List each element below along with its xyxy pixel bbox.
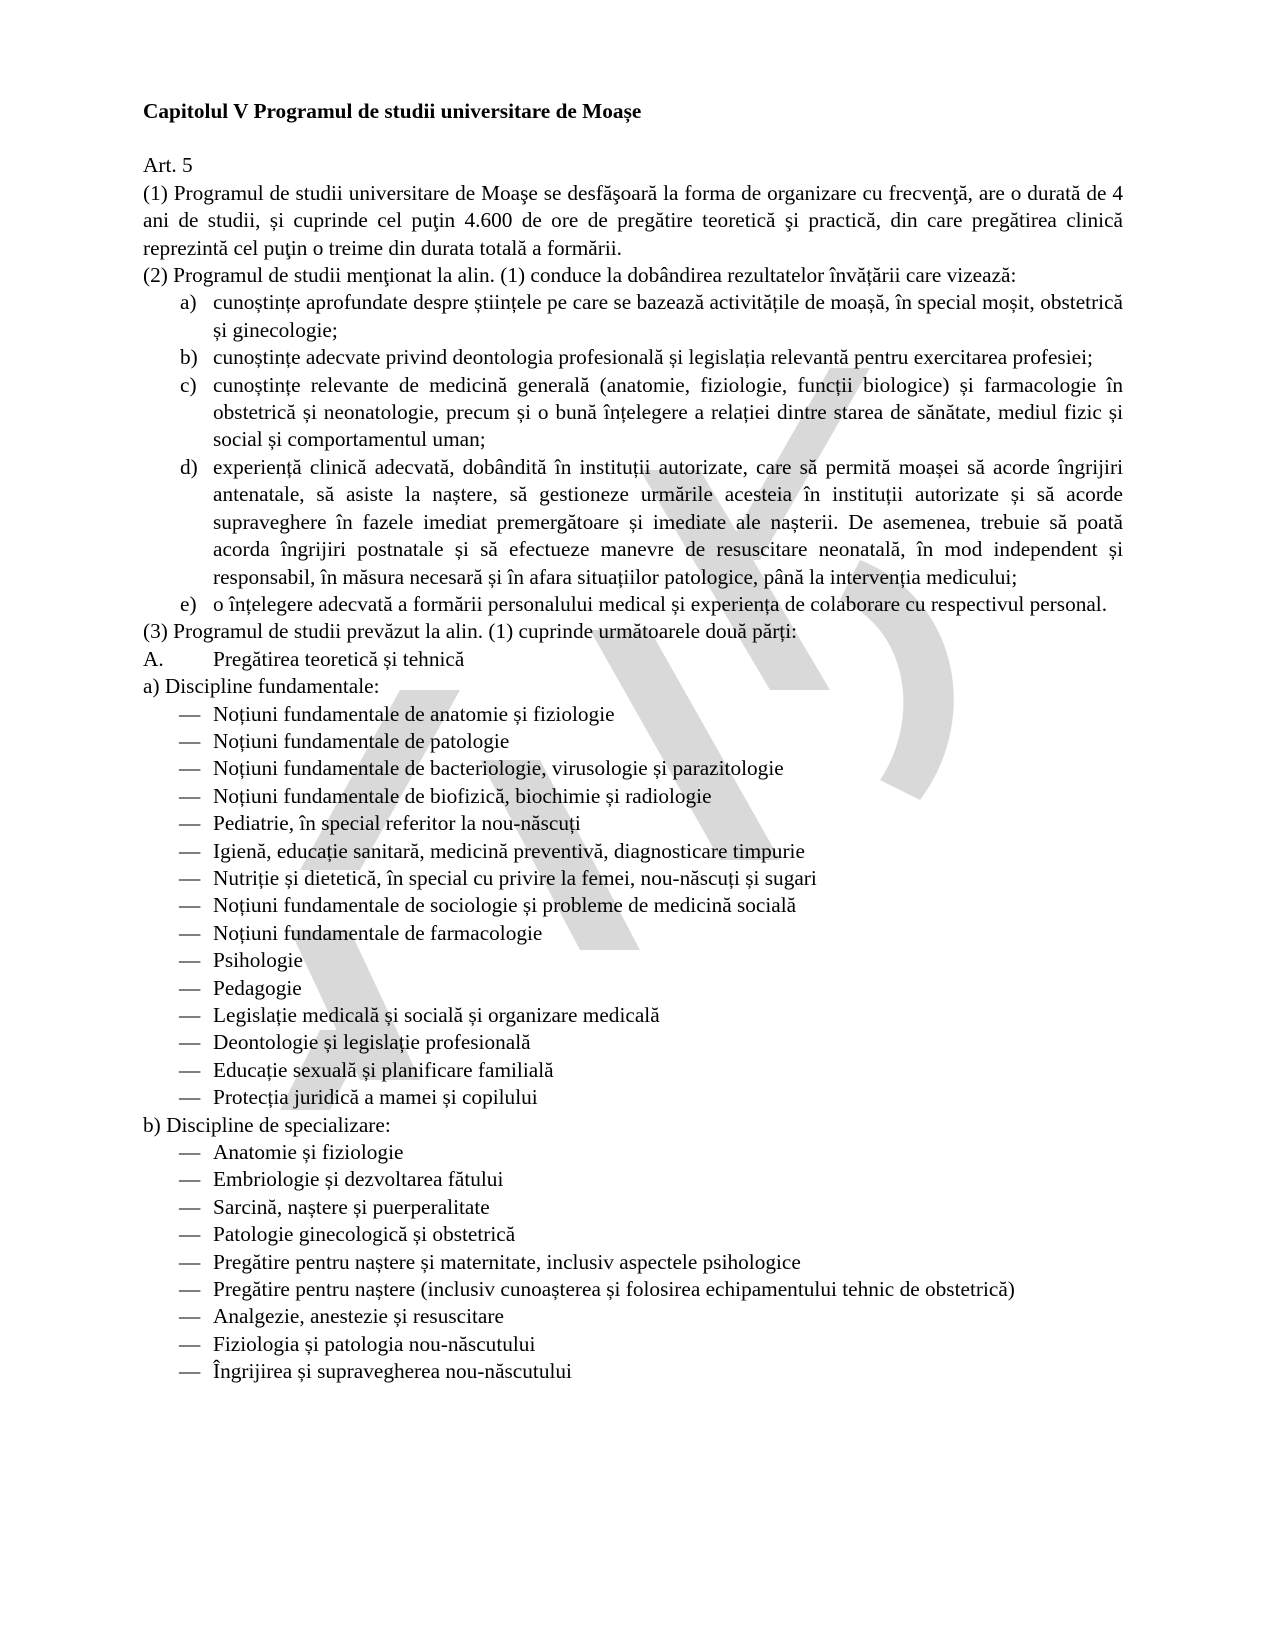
list-item <box>143 783 1123 810</box>
dash-bullet: — <box>179 1140 201 1165</box>
list-item <box>143 810 1123 837</box>
list-item <box>143 892 1123 919</box>
dash-bullet: — <box>179 1249 201 1274</box>
list-item-text: Embriologie și dezvoltarea fătului <box>213 1167 504 1192</box>
list-label: d) <box>180 454 198 479</box>
list-item <box>143 1194 1123 1221</box>
specialization-list <box>143 1139 1123 1386</box>
list-item <box>143 1303 1123 1330</box>
dash-bullet: — <box>179 1030 201 1055</box>
list-item <box>143 728 1123 755</box>
list-item <box>143 1002 1123 1029</box>
list-item-text: Pediatrie, în special referitor la nou-născuți <box>213 811 581 836</box>
dash-bullet: — <box>179 920 201 945</box>
dash-bullet: — <box>179 1359 201 1384</box>
list-item <box>143 454 1123 591</box>
list-item <box>143 344 1123 371</box>
paragraph-2-list <box>143 289 1123 618</box>
list-item-text: Legislație medicală și socială și organizare medicală <box>213 1003 660 1027</box>
list-item <box>143 289 1123 344</box>
list-item-text: Educație sexuală și planificare familială <box>213 1057 554 1082</box>
dash-bullet: — <box>179 783 201 808</box>
dash-bullet: — <box>179 1167 201 1192</box>
dash-bullet: — <box>179 1222 201 1247</box>
list-label: c) <box>180 372 197 397</box>
list-item <box>143 372 1123 454</box>
dash-bullet: — <box>179 1085 201 1110</box>
list-item <box>143 1139 1123 1166</box>
fundamental-list <box>143 701 1123 1112</box>
list-item-text: Patologie ginecologică și obstetrică <box>213 1222 516 1247</box>
list-item <box>143 838 1123 865</box>
article-number: Art. 5 <box>143 153 193 178</box>
part-a-label: A. <box>143 646 164 671</box>
dash-bullet: — <box>179 701 201 726</box>
list-item-text: Îngrijirea și supravegherea nou-născutului <box>213 1359 572 1384</box>
list-item-text: Nutriție și dietetică, în special cu privire la femei, nou-născuți și sugari <box>213 865 817 890</box>
dash-bullet: — <box>179 1277 201 1302</box>
list-item <box>143 1029 1123 1056</box>
list-item-text: Protecția juridică a mamei și copilului <box>213 1085 538 1110</box>
list-item-text: Noțiuni fundamentale de bacteriologie, virusologie și parazitologie <box>213 756 784 781</box>
specialization-heading: b) Discipline de specializare: <box>143 1112 391 1137</box>
paragraph-1: (1) Programul de studii universitare de Moaşe se desfăşoară la forma de organizare cu frecvenţă, are o durată de 4 ani de studii, și cuprinde cel puţin 4.600 de ore de pregătire teoretică şi practică, din care pregătirea clinică reprezintă cel puţin o treime din durata totală a formării. <box>143 180 1123 260</box>
dash-bullet: — <box>179 948 201 973</box>
list-label: e) <box>180 591 197 616</box>
paragraph-3: (3) Programul de studii prevăzut la alin. (1) cuprinde următoarele două părți: <box>143 619 798 644</box>
list-item-text: Sarcină, naștere și puerperalitate <box>213 1194 490 1219</box>
list-item <box>143 1331 1123 1358</box>
list-item-text: Noțiuni fundamentale de patologie <box>213 728 510 753</box>
list-item <box>143 865 1123 892</box>
list-label: a) <box>180 290 197 315</box>
dash-bullet: — <box>179 838 201 863</box>
chapter-title: Capitolul V Programul de studii universitare de Moașe <box>143 99 642 123</box>
dash-bullet: — <box>179 1003 201 1027</box>
part-a-text: Pregătirea teoretică și tehnică <box>213 646 465 671</box>
list-item <box>143 755 1123 782</box>
list-item-text: cunoștințe relevante de medicină generală (anatomie, fiziologie, funcții biologice) și farmacologie în obstetrică și neonatologie, precum și o bună înțelegere a relației dintre starea de sănătate, mediul fizic și social și comportamentul uman; <box>213 372 1123 452</box>
document-page <box>143 98 1123 1386</box>
list-item <box>143 920 1123 947</box>
list-item-text: cunoștințe aprofundate despre științele pe care se bazează activitățile de moașă, în special moșit, obstetrică și ginecologie; <box>213 290 1123 342</box>
dash-bullet: — <box>179 1057 201 1082</box>
dash-bullet: — <box>179 811 201 836</box>
dash-bullet: — <box>179 893 201 918</box>
list-item-text: Noțiuni fundamentale de biofizică, biochimie și radiologie <box>213 783 712 808</box>
list-item-text: Noțiuni fundamentale de anatomie și fiziologie <box>213 701 615 726</box>
list-item <box>143 1249 1123 1276</box>
dash-bullet: — <box>179 1331 201 1356</box>
dash-bullet: — <box>179 1304 201 1329</box>
list-item-text: Psihologie <box>213 948 303 973</box>
dash-bullet: — <box>179 865 201 890</box>
list-item <box>143 1221 1123 1248</box>
list-item-text: Anatomie și fiziologie <box>213 1140 404 1165</box>
list-item-text: Noțiuni fundamentale de sociologie și probleme de medicină socială <box>213 893 797 918</box>
dash-bullet: — <box>179 975 201 1000</box>
list-item <box>143 1084 1123 1111</box>
list-item-text: Igienă, educație sanitară, medicină preventivă, diagnosticare timpurie <box>213 838 805 863</box>
list-item-text: experiență clinică adecvată, dobândită în instituții autorizate, care să permită moașei să acorde îngrijiri antenatale, să asiste la naștere, să gestioneze urmările acesteia în instituții autorizate și să acorde supraveghere în fazele imediat premergătoare și imediate ale nașterii. De asemenea, trebuie să poată acorda îngrijiri postnatale și să efectueze manevre de resuscitare neonatală, în mod independent și responsabil, în măsura necesară și în afara situațiilor patologice, până la intervenția medicului; <box>213 454 1123 589</box>
fundamental-heading: a) Discipline fundamentale: <box>143 674 380 699</box>
list-item <box>143 701 1123 728</box>
dash-bullet: — <box>179 1194 201 1219</box>
list-item <box>143 975 1123 1002</box>
list-label: b) <box>180 345 198 370</box>
list-item <box>143 947 1123 974</box>
list-item <box>143 1358 1123 1385</box>
paragraph-2: (2) Programul de studii menţionat la alin. (1) conduce la dobândirea rezultatelor învățării care vizează: <box>143 263 1017 288</box>
list-item-text: Deontologie și legislație profesională <box>213 1030 531 1055</box>
list-item-text: o înțelegere adecvată a formării personalului medical și experiența de colaborare cu respectivul personal. <box>213 591 1108 616</box>
dash-bullet: — <box>179 756 201 781</box>
list-item <box>143 1166 1123 1193</box>
list-item-text: Pregătire pentru naștere (inclusiv cunoașterea și folosirea echipamentului tehnic de obstetrică) <box>213 1277 1015 1302</box>
list-item-text: Pregătire pentru naștere și maternitate, inclusiv aspectele psihologice <box>213 1249 801 1274</box>
list-item <box>143 591 1123 618</box>
list-item-text: Noțiuni fundamentale de farmacologie <box>213 920 543 945</box>
list-item <box>143 1276 1123 1303</box>
list-item-text: Pedagogie <box>213 975 302 1000</box>
list-item-text: Analgezie, anestezie și resuscitare <box>213 1304 504 1329</box>
list-item-text: Fiziologia și patologia nou-născutului <box>213 1331 536 1356</box>
part-a <box>143 646 1123 673</box>
list-item <box>143 1057 1123 1084</box>
list-item-text: cunoștințe adecvate privind deontologia profesională și legislația relevantă pentru exercitarea profesiei; <box>213 345 1093 370</box>
dash-bullet: — <box>179 728 201 753</box>
